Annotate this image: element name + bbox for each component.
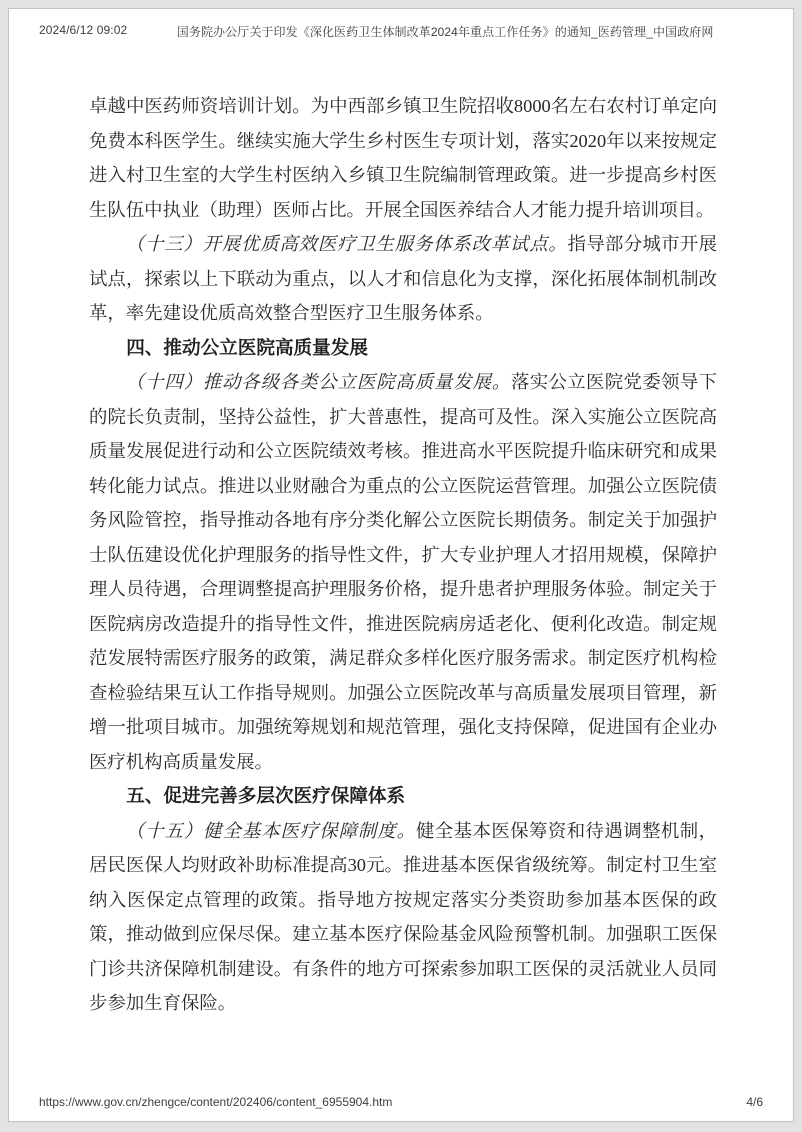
source-url: https://www.gov.cn/zhengce/content/202406/content_6955904.htm: [39, 1095, 393, 1109]
print-footer: [39, 1095, 763, 1109]
page-number: 4/6: [746, 1095, 763, 1109]
section-heading-4: 四、推动公立医院高质量发展: [126, 336, 368, 358]
paragraph-item-15: [89, 814, 717, 1021]
paragraph-text: 卓越中医药师资培训计划。为中西部乡镇卫生院招收8000名左右农村订单定向免费本科医学生。继续实施大学生乡村医生专项计划，落实2020年以来按规定进入村卫生室的大学生村医纳入乡镇卫生院编制管理政策。进一步提高乡村医生队伍中执业（助理）医师占比。开展全国医养结合人才能力提升培训项目。: [89, 96, 717, 220]
print-header: [39, 23, 763, 40]
paragraph-lead-kaiti: （十四）推动各级各类公立医院高质量发展。: [125, 372, 511, 392]
paragraph-text: 指导部分城市开展试点，探索以上下联动为重点，以人才和信息化为支撑，深化拓展体制机制改革，率先建设优质高效整合型医疗卫生服务体系。: [89, 234, 717, 323]
paragraph-text: 落实公立医院党委领导下的院长负责制，坚持公益性，扩大普惠性，提高可及性。深入实施公立医院高质量发展促进行动和公立医院绩效考核。推进高水平医院提升临床研究和成果转化能力试点。推进以业财融合为重点的公立医院运营管理。加强公立医院债务风险管控，指导推动各地有序分类化解公立医院长期债务。制定关于加强护士队伍建设优化护理服务的指导性文件，扩大专业护理人才招用规模，保障护理人员待遇，合理调整提高护理服务价格，提升患者护理服务体验。制定关于医院病房改造提升的指导性文件，推进医院病房适老化、便利化改造。制定规范发展特需医疗服务的政策，满足群众多样化医疗服务需求。制定医疗机构检查检验结果互认工作指导规则。加强公立医院改革与高质量发展项目管理，新增一批项目城市。加强统筹规划和规范管理，强化支持保障，促进国有企业办医疗机构高质量发展。: [89, 372, 717, 772]
paragraph-continuation: [89, 89, 717, 227]
document-page: [8, 8, 794, 1122]
paragraph-lead-kaiti: （十五）健全基本医疗保障制度。: [125, 820, 416, 841]
paragraph-lead-kaiti: （十三）开展优质高效医疗卫生服务体系改革试点。: [125, 234, 568, 254]
paragraph-text: 健全基本医保筹资和待遇调整机制，居民医保人均财政补助标准提高30元。推进基本医保省级统筹。制定村卫生室纳入医保定点管理的政策。指导地方按规定落实分类资助参加基本医保的政策，推动做到应保尽保。建立基本医疗保险基金风险预警机制。加强职工医保门诊共济保障机制建设。有条件的地方可探索参加职工医保的灵活就业人员同步参加生育保险。: [89, 820, 717, 1013]
paragraph-item-14: [89, 365, 717, 779]
document-body: [89, 89, 717, 1021]
page-title: 国务院办公厅关于印发《深化医药卫生体制改革2024年重点工作任务》的通知_医药管理_中国政府网: [176, 25, 714, 39]
paragraph-item-13: [89, 227, 717, 331]
section-heading-5: 五、促进完善多层次医疗保障体系: [126, 785, 406, 806]
print-datetime: 2024/6/12 09:02: [39, 23, 128, 37]
